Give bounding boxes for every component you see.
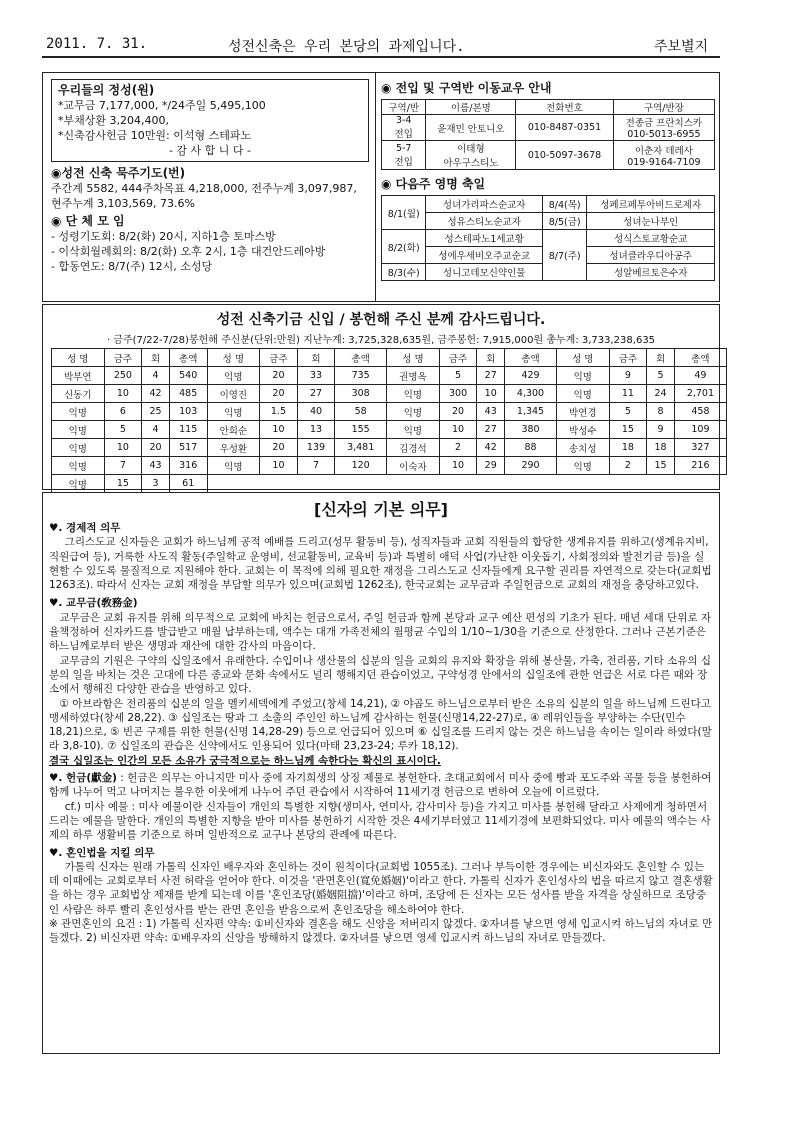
donation-cell — [439, 475, 477, 493]
donation-cell: 20 — [260, 439, 298, 457]
donation-cell — [335, 475, 387, 493]
move-title: ◉ 전입 및 구역반 이동교우 안내 — [381, 81, 552, 95]
paragraph: cf.) 미사 예물 : 미사 예물이란 신자들이 개인의 특별한 지향(생미사, 연미사, 감사미사 등)을 가지고 미사를 봉헌해 달라고 사제에게 청하면서 드리는 예물을 말한다. 개인의 특별한 지향을 받아 미사를 봉헌하기 시작한 것은 4세기부터였고 11세기경에 보편화되었다. 미사 예물의 액수는 사제의 하루 생활비를 기준으로 하며 일반적으로 교구나 본당의 관례에 따른다. — [49, 800, 711, 842]
donation-cell: 308 — [335, 385, 387, 403]
donation-cell: 2 — [609, 457, 647, 475]
donation-cell: 4,300 — [505, 385, 557, 403]
donation-cell: 88 — [505, 439, 557, 457]
feast-title: ◉ 다음주 영명 축일 — [381, 177, 486, 191]
move-table — [381, 99, 715, 170]
donation-cell: 10 — [104, 385, 142, 403]
donation-cell: 10 — [439, 421, 477, 439]
donation-cell: 익명 — [557, 457, 610, 475]
feast-date: 8/4(목) — [542, 196, 586, 213]
move-header: 이름/본명 — [426, 100, 516, 115]
donation-cell: 517 — [169, 439, 207, 457]
donation-header: 금주 — [439, 349, 477, 367]
move-cell: 윤재민 안토니오 — [426, 115, 516, 141]
donation-cell: 15 — [104, 475, 142, 493]
donation-box — [42, 304, 720, 490]
duties-body — [49, 521, 713, 946]
donation-cell: 우성환 — [207, 439, 260, 457]
donation-cell: 29 — [477, 457, 505, 475]
feast-saint: 성에우세비오주교순교 — [426, 247, 543, 264]
donation-cell: 27 — [477, 421, 505, 439]
donation-cell: 익명 — [52, 439, 105, 457]
feast-saint: 성녀눈나부인 — [587, 213, 715, 230]
donation-cell: 11 — [609, 385, 647, 403]
donation-cell: 15 — [647, 457, 675, 475]
donation-cell: 3 — [142, 475, 170, 493]
feast-saint: 성스테파노1세교황 — [426, 230, 543, 247]
donation-cell: 7 — [104, 457, 142, 475]
donation-cell: 4 — [142, 421, 170, 439]
donation-cell — [505, 475, 557, 493]
donation-cell: 익명 — [207, 367, 260, 385]
donation-cell: 8 — [647, 403, 675, 421]
donation-cell: 1.5 — [260, 403, 298, 421]
feast-saint: 성페르페투아비드로제자 — [587, 196, 715, 213]
paragraph: 그리스도교 신자들은 교회가 하느님께 공적 예배를 드리고(성무 활동비 등), 성직자들과 교회 직원들의 합당한 생계유지를 위하고(생계유지비, 직원급여 등), 거룩한 사도직 활동(주일학교 운영비, 선교활동비, 교육비 등)과 특별히 애덕 사업(가난한 이웃돕기, 사회정의와 발전기금 등)을 실현할 수 있도록 물질적으로 지원해야 한다. 교회는 이 목적에 의해 필요한 재정을 그리스도교 신자들에게 요구할 권리를 자연적으로 갖는다(교회법 1263조). 따라서 신자는 교회 재정을 부담할 의무가 있으며(교회법 1262조), 한국교회는 교무금과 주일헌금으로 교회의 재정을 충당하고있다. — [49, 536, 712, 592]
donation-cell: 216 — [674, 457, 726, 475]
donation-cell: 429 — [505, 367, 557, 385]
donation-cell: 115 — [169, 421, 207, 439]
donation-cell: 458 — [674, 403, 726, 421]
donation-row — [52, 421, 727, 439]
donation-header: 총액 — [335, 349, 387, 367]
donation-cell: 10 — [260, 457, 298, 475]
giving-line: *부채상환 3,204,400, — [58, 114, 169, 127]
feast-date: 8/1(월) — [382, 196, 426, 230]
slogan: 성전신축은 우리 본당의 과제입니다. — [228, 39, 465, 55]
donation-cell: 이영진 — [207, 385, 260, 403]
donation-header: 성 명 — [387, 349, 440, 367]
donation-cell: 김경석 — [387, 439, 440, 457]
donation-cell: 13 — [297, 421, 334, 439]
paragraph: 가톨릭 신자는 원래 가톨릭 신자인 배우자와 혼인하는 것이 원칙이다(교회법 1055조). 그러나 부득이한 경우에는 비신자와도 혼인할 수 있는데 이때에는 교회로부터 사전 허락을 얻어야 한다. 이것을 '관면혼인(寬免婚姻)'이라고 한다. 가톨릭 신자가 혼인성사의 법을 따르지 않고 결혼생활을 하는 경우 교회법상 제재를 받게 되는데 이를 '혼인조당(婚姻阻擋)'이라고 하며, 조당에 든 신자는 모든 성사를 받을 자격을 상실하므로 조당중인 사람은 하루 빨리 혼인성사를 받는 관면 혼인을 받음으로써 혼인조당을 해소하여야 한다. — [49, 860, 713, 916]
move-header: 구역/반장 — [613, 100, 714, 115]
right-panel — [381, 77, 715, 281]
move-cell: 3-4 전입 — [382, 115, 426, 141]
feast-date: 8/7(주) — [542, 230, 586, 281]
donation-cell: 485 — [169, 385, 207, 403]
donation-cell: 2,701 — [674, 385, 726, 403]
donation-cell: 6 — [104, 403, 142, 421]
donation-header: 금주 — [104, 349, 142, 367]
donation-cell: 10 — [439, 457, 477, 475]
donation-cell: 익명 — [52, 421, 105, 439]
issue-date: 2011. 7. 31. — [46, 36, 148, 52]
donation-cell: 안희순 — [207, 421, 260, 439]
giving-title: 우리들의 정성(원) — [58, 83, 155, 97]
paragraph: 결국 십일조는 인간의 모든 소유가 궁극적으로는 하느님께 속한다는 확신의 표시이다. — [49, 754, 441, 767]
donation-header: 총액 — [674, 349, 726, 367]
giving-box — [51, 79, 369, 162]
paragraph: 교무금은 교회 유지를 위해 의무적으로 교회에 바치는 헌금으로서, 주일 헌금과 함께 본당과 교구 예산 편성의 기초가 된다. 매년 세대 단위로 자율책정하여 신자카드를 발급받고 매월 납부하는데, 액수는 대개 가족전체의 월평균 수입의 1/10~1/30을 기준으로 산정한다. 그러나 근본기준은 하느님께로부터 받은 생명과 재산에 대한 감사의 마음이다. — [49, 611, 712, 653]
duties-title: [신자의 기본 의무] — [314, 500, 448, 519]
donation-cell: 33 — [297, 367, 334, 385]
donation-cell: 43 — [142, 457, 170, 475]
move-header: 구역/반 — [382, 100, 426, 115]
donation-cell: 10 — [477, 385, 505, 403]
donation-cell: 익명 — [52, 457, 105, 475]
donation-cell: 박부연 — [52, 367, 105, 385]
page-header — [42, 36, 720, 58]
donation-row — [52, 457, 727, 475]
donation-cell: 735 — [335, 367, 387, 385]
donation-cell: 109 — [674, 421, 726, 439]
donation-cell: 25 — [142, 403, 170, 421]
donation-header: 성 명 — [52, 349, 105, 367]
donation-cell: 20 — [260, 385, 298, 403]
donation-cell: 송치성 — [557, 439, 610, 457]
meeting-item: - 성령기도회: 8/2(화) 20시, 지하1층 토마스방 — [51, 230, 276, 243]
donation-cell: 24 — [647, 385, 675, 403]
giving-thanks: - 감 사 합 니 다 - — [168, 144, 252, 157]
donation-cell: 58 — [335, 403, 387, 421]
meeting-item: - 이삭회월례회의: 8/2(화) 오후 2시, 1층 대건안드레아방 — [51, 245, 326, 258]
duties-box — [42, 492, 720, 1054]
donation-cell: 18 — [647, 439, 675, 457]
donation-header: 회 — [647, 349, 675, 367]
donation-header: 금주 — [609, 349, 647, 367]
donation-cell: 박성수 — [557, 421, 610, 439]
donation-cell — [297, 475, 334, 493]
donation-cell: 540 — [169, 367, 207, 385]
donation-cell: 42 — [477, 439, 505, 457]
section-title: ♥. 교무금(敎務金) — [49, 597, 138, 610]
paragraph: ① 아브라함은 전리품의 십분의 일을 멜키세덱에게 주었고(창세 14,21), ② 야곱도 하느님으로부터 받은 소유의 십분의 일을 하느님께 드린다고 맹세하였다(창세 28,22). ③ 십일조는 땅과 그 소출의 주인인 하느님께 감사하는 헌물(신명14,22-27)로, ④ 레위인들을 부양하는 수단(민수 18,21)으로, ⑤ 빈곤 구제를 위한 헌물(신명 14,28-29) 등으로 언급되어 있으며 ⑥ 십일조를 드리지 않는 것은 하느님을 속이는 일이라 하였다(말라 3,8-10). ⑦ 십일조의 관습은 신약에서도 인용되어 있다(마태 23,23-24; 루카 18,12). — [49, 697, 712, 753]
donation-cell: 신동기 — [52, 385, 105, 403]
feast-saint: 성니고데모신약인물 — [426, 264, 543, 281]
donation-cell: 139 — [297, 439, 334, 457]
donation-cell — [207, 475, 260, 493]
notice-box — [42, 72, 720, 302]
move-cell: 5-7 전입 — [382, 141, 426, 170]
donation-cell: 18 — [609, 439, 647, 457]
donation-cell: 120 — [335, 457, 387, 475]
section-title: ♥. 헌금(獻金) — [49, 772, 117, 785]
donation-table — [51, 348, 727, 493]
donation-header: 회 — [142, 349, 170, 367]
left-panel — [51, 79, 369, 274]
paragraph: ※ 관면혼인의 요건 : 1) 가톨릭 신자편 약속: ①비신자와 결혼을 해도 신앙을 저버리지 않겠다. ②자녀를 낳으면 영세 입교시켜 하느님의 자녀로 만들겠다. 2) 비신자편 약속: ①배우자의 신앙을 방해하지 않겠다. ②자녀를 낳으면 영세 입교시켜 하느님의 자녀로 만들겠다. — [49, 918, 713, 945]
move-header: 전화번호 — [516, 100, 613, 115]
donation-cell: 익명 — [52, 475, 105, 493]
donation-header: 회 — [297, 349, 334, 367]
donation-cell: 익명 — [52, 403, 105, 421]
meeting-title: ◉ 단 체 모 임 — [51, 214, 125, 228]
donation-cell: 익명 — [557, 385, 610, 403]
donation-cell: 103 — [169, 403, 207, 421]
donation-cell: 2 — [439, 439, 477, 457]
donation-cell: 40 — [297, 403, 334, 421]
donation-header: 회 — [477, 349, 505, 367]
section-title: ♥. 경제적 의무 — [49, 522, 121, 534]
move-cell: 이태형 아우구스티노 — [426, 141, 516, 170]
feast-saint: 성녀가리파스순교자 — [426, 196, 543, 213]
donation-cell — [387, 475, 440, 493]
donation-cell: 익명 — [387, 385, 440, 403]
donation-cell: 5 — [647, 367, 675, 385]
donation-cell: 익명 — [207, 403, 260, 421]
move-cell: 010-8487-0351 — [516, 115, 613, 141]
donation-row — [52, 403, 727, 421]
feast-saint: 성알베르토은수자 — [587, 264, 715, 281]
donation-header: 총액 — [505, 349, 557, 367]
donation-cell: 9 — [647, 421, 675, 439]
giving-line: *신축감사헌금 10만원: 이석형 스테파노 — [58, 129, 252, 142]
donation-cell — [260, 475, 298, 493]
donation-cell: 5 — [439, 367, 477, 385]
donation-cell: 1,345 — [505, 403, 557, 421]
move-cell: 010-5097-3678 — [516, 141, 613, 170]
giving-line: *교무금 7,177,000, */24주일 5,495,100 — [58, 99, 266, 112]
donation-cell: 4 — [142, 367, 170, 385]
meeting-item: - 합동연도: 8/7(주) 12시, 소성당 — [51, 260, 213, 273]
donation-cell: 20 — [439, 403, 477, 421]
donation-cell: 익명 — [387, 403, 440, 421]
feast-saint: 성녀클라우디아공주 — [587, 247, 715, 264]
donation-cell — [609, 475, 647, 493]
donation-title: 성전 신축기금 신입 / 봉헌해 주신 분께 감사드립니다. — [216, 312, 546, 328]
donation-cell: 380 — [505, 421, 557, 439]
donation-header: 성 명 — [557, 349, 610, 367]
donation-cell: 290 — [505, 457, 557, 475]
donation-cell: 10 — [260, 421, 298, 439]
donation-header: 성 명 — [207, 349, 260, 367]
donation-row — [52, 385, 727, 403]
donation-cell: 27 — [297, 385, 334, 403]
donation-cell: 9 — [609, 367, 647, 385]
donation-cell: 155 — [335, 421, 387, 439]
donation-cell: 61 — [169, 475, 207, 493]
rosary-text: 주간계 5582, 444주차목표 4,218,000, 전주누계 3,097,987, 현주누계 3,103,569, 73.6% — [51, 182, 357, 210]
donation-cell: 316 — [169, 457, 207, 475]
donation-cell — [674, 475, 726, 493]
move-cell: 전종금 프란치스카 010-5013-6955 — [613, 115, 714, 141]
donation-cell: 43 — [477, 403, 505, 421]
donation-cell: 42 — [142, 385, 170, 403]
donation-cell: 박연경 — [557, 403, 610, 421]
feast-saint: 성식스토교황순교 — [587, 230, 715, 247]
donation-cell: 7 — [297, 457, 334, 475]
feast-date: 8/3(수) — [382, 264, 426, 281]
feast-saint: 성유스티노순교자 — [426, 213, 543, 230]
donation-cell: 327 — [674, 439, 726, 457]
paragraph: 교무금의 기원은 구약의 십일조에서 유래한다. 수입이나 생산물의 십분의 일을 교회의 유지와 확장을 위해 봉산물, 가축, 전리품, 기타 소유의 십분의 일을 바치는 것은 고대에 다른 종교와 문화 속에서도 널리 행해지던 관습이었고, 구약성경 안에서의 십일조에 관한 언급은 서로 다른 때와 장소에서 행해진 다양한 관습을 반영하고 있다. — [49, 654, 712, 696]
rosary-title: ◉성전 신축 묵주기도(번) — [51, 166, 186, 180]
donation-cell — [477, 475, 505, 493]
donation-cell: 27 — [477, 367, 505, 385]
donation-summary: · 금주(7/22-7/28)봉헌해 주신분(단위:만원) 지난누계: 3,725,328,635원, 금주봉헌: 7,915,000원 총누계: 3,733,238,635 — [106, 335, 656, 346]
donation-row — [52, 367, 727, 385]
donation-cell: 15 — [609, 421, 647, 439]
donation-header: 총액 — [169, 349, 207, 367]
donation-row — [52, 439, 727, 457]
donation-cell: 250 — [104, 367, 142, 385]
donation-cell: 익명 — [207, 457, 260, 475]
donation-cell: 49 — [674, 367, 726, 385]
donation-header: 금주 — [260, 349, 298, 367]
donation-row — [52, 475, 727, 493]
donation-cell: 이숙자 — [387, 457, 440, 475]
donation-cell: 익명 — [387, 421, 440, 439]
donation-cell: 익명 — [557, 367, 610, 385]
donation-cell: 20 — [260, 367, 298, 385]
donation-cell: 권명옥 — [387, 367, 440, 385]
donation-cell — [557, 475, 610, 493]
feast-date: 8/2(화) — [382, 230, 426, 264]
donation-cell: 3,481 — [335, 439, 387, 457]
feast-table — [381, 195, 715, 281]
donation-cell: 20 — [142, 439, 170, 457]
donation-cell: 5 — [104, 421, 142, 439]
donation-cell: 10 — [104, 439, 142, 457]
section-title: ♥. 혼인법을 지킬 의무 — [49, 846, 155, 859]
move-cell: 이춘자 데레사 019-9164-7109 — [613, 141, 714, 170]
feast-date: 8/5(금) — [542, 213, 586, 230]
donation-cell — [647, 475, 675, 493]
paragraph: : 헌금은 의무는 아니지만 미사 중에 자기희생의 상징 제물로 봉헌한다. 초대교회에서 미사 중에 빵과 포도주와 곡물 등을 봉헌하여 함께 나누어 먹고 나머지는 불우한 이웃에게 나누어 주던 관습에서 시작하여 11세기경 헌금으로 변하여 오늘에 이르렀다. — [49, 772, 712, 799]
donation-cell: 5 — [609, 403, 647, 421]
bulletin-label: 주보별지 — [654, 39, 709, 55]
column-divider — [375, 73, 376, 301]
donation-cell: 300 — [439, 385, 477, 403]
